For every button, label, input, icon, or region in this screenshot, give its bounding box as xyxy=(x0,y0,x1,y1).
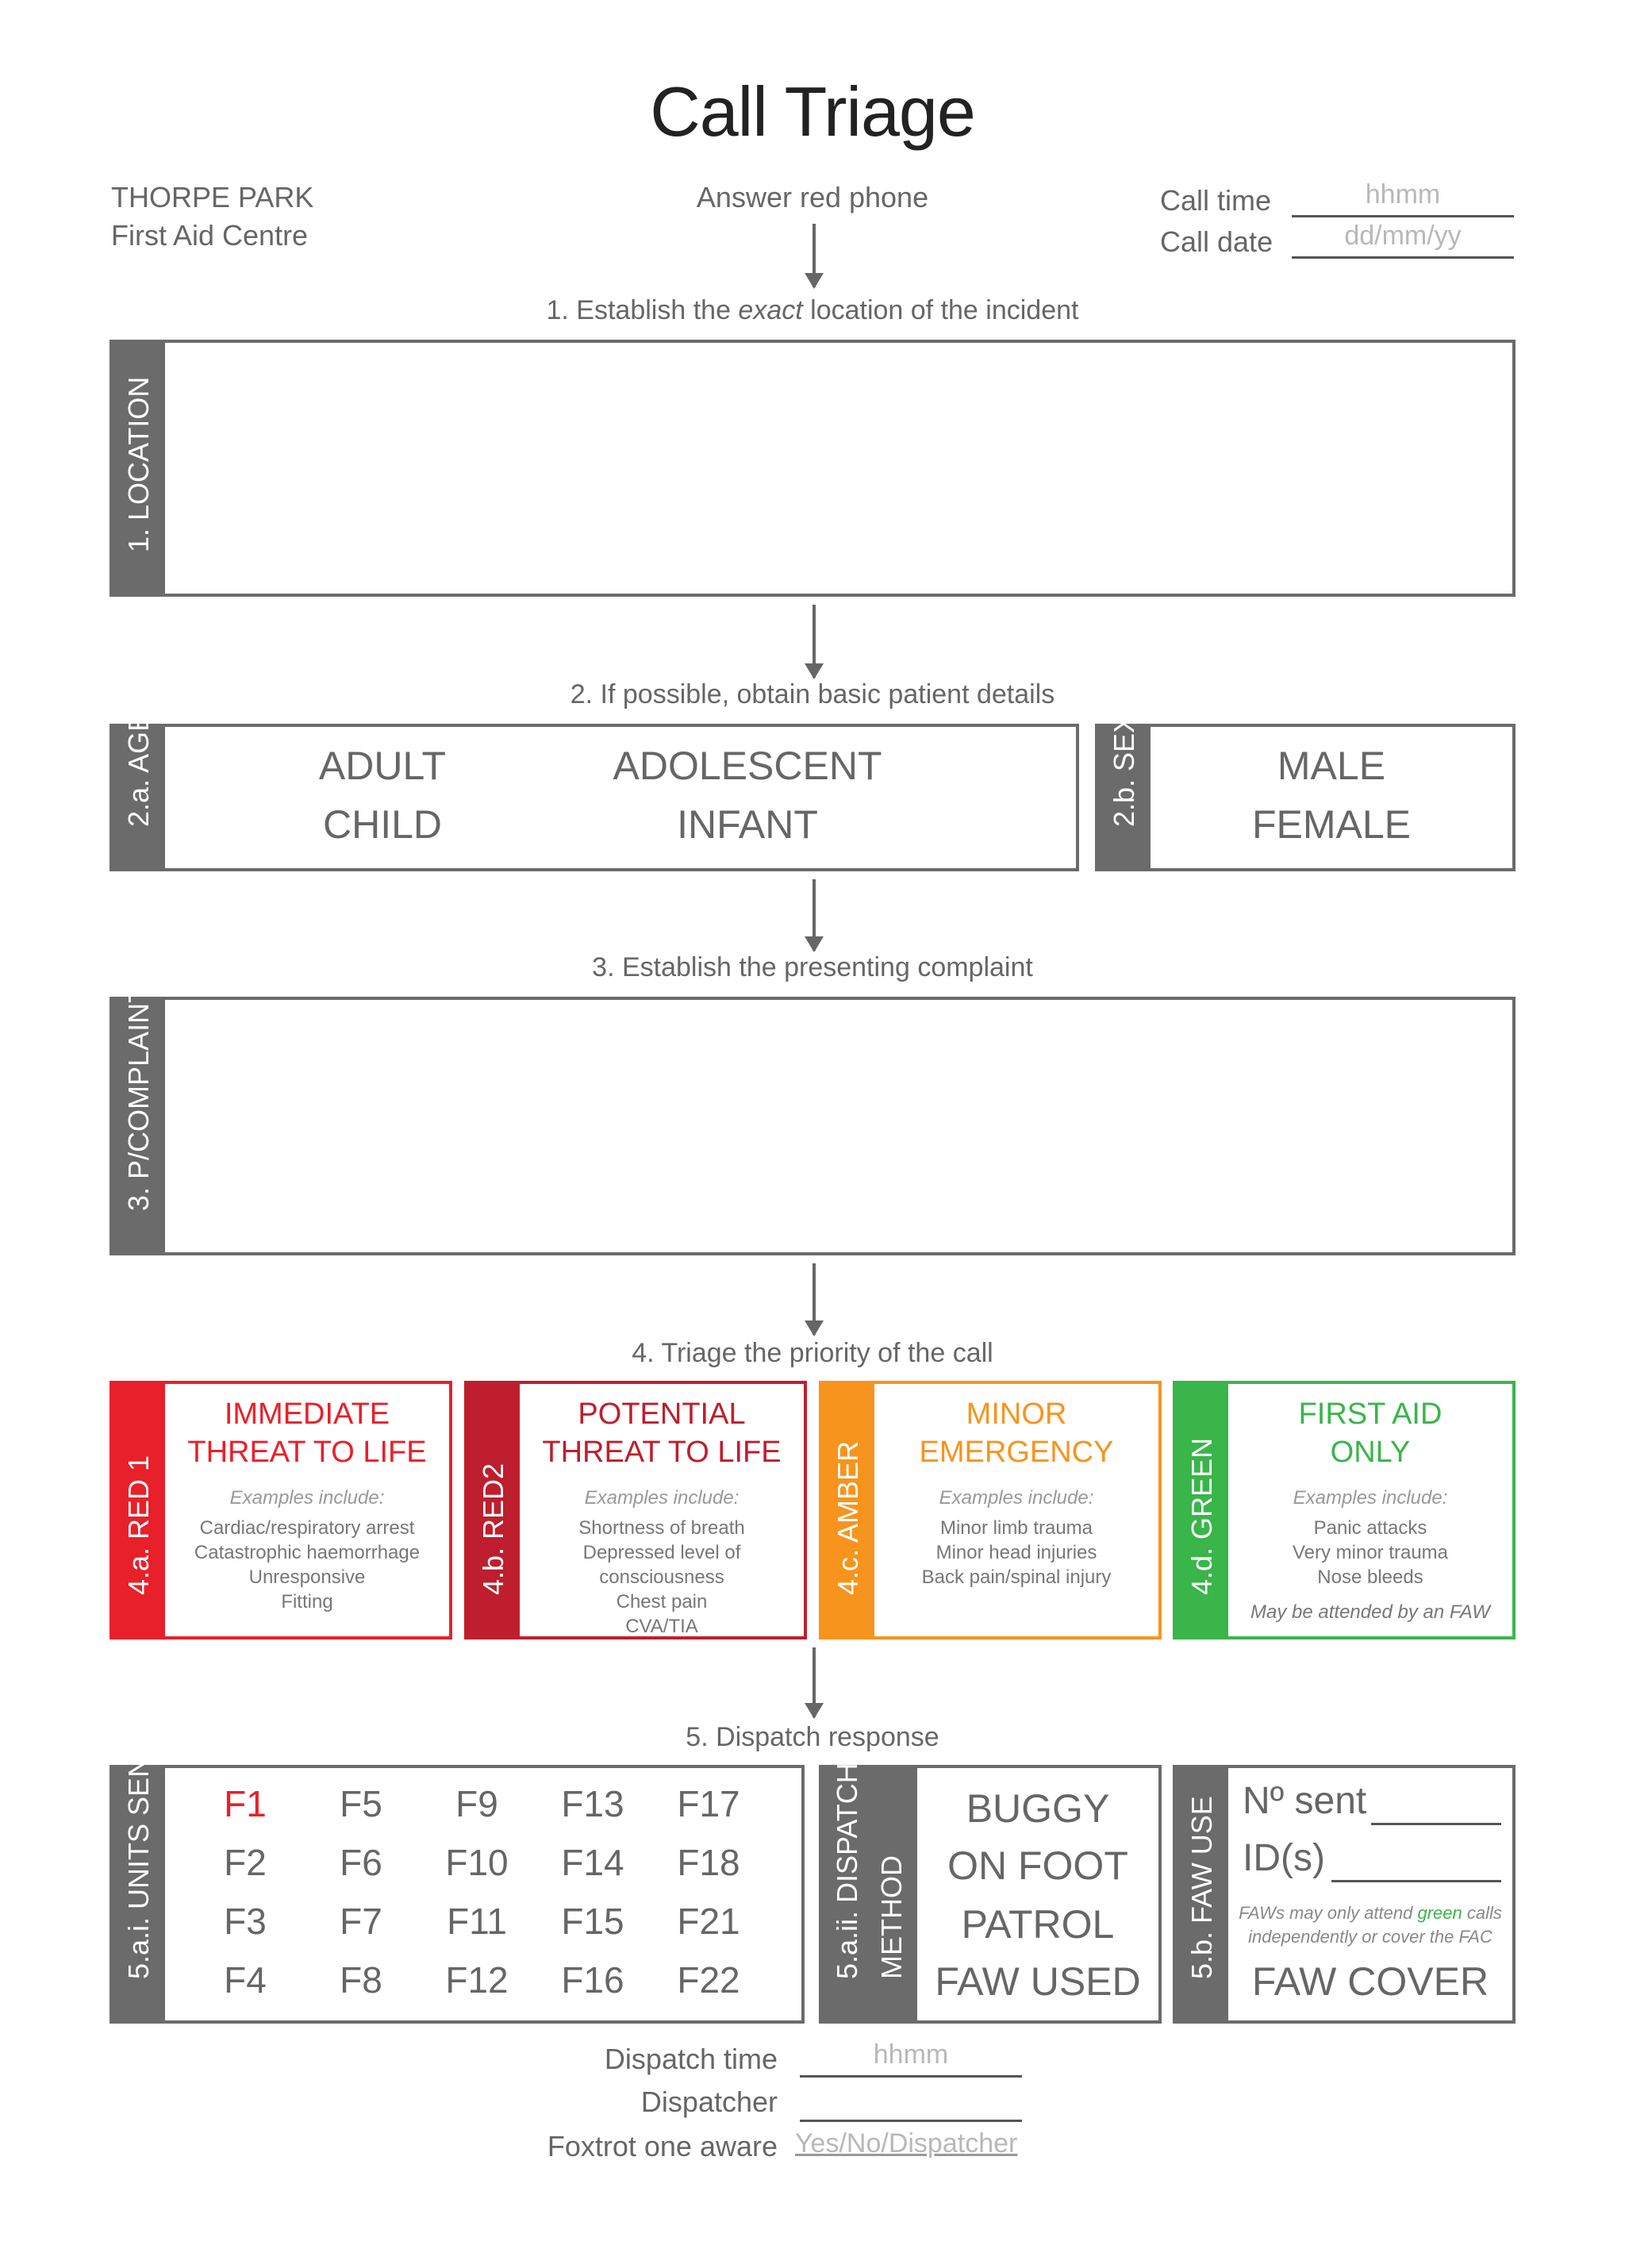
triage-red1-box[interactable] xyxy=(109,1381,452,1639)
unit-f3[interactable]: F3 xyxy=(224,1901,267,1942)
triage-green-examples-label: Examples include: xyxy=(1293,1487,1448,1509)
flow-arrow-icon xyxy=(812,1647,816,1717)
unit-f22[interactable]: F22 xyxy=(677,1959,740,2001)
list-item: Unresponsive xyxy=(248,1566,366,1588)
location-box[interactable] xyxy=(109,340,1516,597)
method-option-on-foot[interactable]: ON FOOT xyxy=(947,1843,1128,1888)
faw-sent-field[interactable] xyxy=(1371,1789,1501,1825)
list-item: Back pain/spinal injury xyxy=(921,1566,1112,1588)
org-subname: First Aid Centre xyxy=(111,219,309,252)
faw-cover-option[interactable]: FAW COVER xyxy=(1251,1959,1489,2004)
triage-red2-label: 4.b. RED2 xyxy=(477,1463,509,1595)
sex-box xyxy=(1095,713,1516,871)
unit-f17[interactable]: F17 xyxy=(677,1783,740,1824)
list-item: Catastrophic haemorrhage xyxy=(194,1542,421,1563)
triage-red2-heading-line1: POTENTIAL xyxy=(578,1397,746,1431)
unit-f6[interactable]: F6 xyxy=(340,1842,382,1883)
triage-amber-examples-label: Examples include: xyxy=(939,1487,1094,1509)
unit-f1[interactable]: F1 xyxy=(224,1783,267,1824)
step1-suffix: location of the incident xyxy=(802,295,1079,325)
triage-green-heading-line1: FIRST AID xyxy=(1298,1397,1443,1431)
triage-green-box[interactable] xyxy=(1173,1381,1516,1639)
step1-instruction xyxy=(0,295,1625,326)
triage-red1-examples xyxy=(165,1516,449,1614)
faw-use-box xyxy=(1173,1765,1516,2024)
call-date-placeholder: dd/mm/yy xyxy=(1344,221,1462,251)
call-date-field[interactable] xyxy=(1292,217,1514,259)
unit-f2[interactable]: F2 xyxy=(224,1842,267,1883)
list-item: Panic attacks xyxy=(1313,1517,1427,1539)
call-time-field[interactable] xyxy=(1292,176,1514,217)
method-option-buggy[interactable]: BUGGY xyxy=(966,1786,1110,1831)
age-option-adult[interactable]: ADULT xyxy=(318,744,447,788)
faw-ids-label: ID(s) xyxy=(1243,1837,1325,1879)
list-item: Depressed level of consciousness xyxy=(582,1542,741,1588)
triage-green-note: May be attended by an FAW xyxy=(1250,1601,1490,1623)
step5-instruction: 5. Dispatch response xyxy=(686,1722,939,1752)
triage-red2-heading-line2: THREAT TO LIFE xyxy=(542,1436,782,1469)
unit-f8[interactable]: F8 xyxy=(340,1959,382,2001)
triage-red2-box[interactable] xyxy=(464,1381,807,1639)
foxtrot-label: Foxtrot one aware xyxy=(547,2130,778,2162)
triage-amber-heading-line2: EMERGENCY xyxy=(919,1436,1114,1469)
step2-instruction: 2. If possible, obtain basic patient details xyxy=(570,679,1055,709)
age-option-infant[interactable]: INFANT xyxy=(677,802,818,847)
flow-arrow-icon xyxy=(812,879,816,951)
call-time-placeholder: hhmm xyxy=(1365,179,1441,210)
flow-arrow-icon xyxy=(812,224,816,287)
unit-f11[interactable]: F11 xyxy=(447,1901,507,1942)
unit-f10[interactable]: F10 xyxy=(445,1842,509,1883)
dispatch-method-label-line2: METHOD xyxy=(875,1855,908,1979)
unit-f15[interactable]: F15 xyxy=(561,1901,624,1942)
step3-instruction: 3. Establish the presenting complaint xyxy=(592,952,1033,982)
dispatcher-field[interactable] xyxy=(800,2082,1022,2122)
triage-red1-heading-line2: THREAT TO LIFE xyxy=(187,1436,427,1469)
step1-prefix: 1. Establish the xyxy=(546,295,739,325)
triage-amber-label: 4.c. AMBER xyxy=(832,1440,864,1595)
unit-f4[interactable]: F4 xyxy=(224,1959,267,2001)
faw-note-pre: FAWs may only attend xyxy=(1239,1903,1418,1923)
triage-red1-examples-label: Examples include: xyxy=(229,1487,385,1509)
triage-amber-examples xyxy=(874,1516,1158,1590)
triage-green-heading-line2: ONLY xyxy=(1330,1436,1411,1469)
foxtrot-options[interactable]: Yes/No/Dispatcher xyxy=(795,2128,1018,2158)
call-time-label: Call time xyxy=(1160,184,1272,217)
dispatch-time-label: Dispatch time xyxy=(604,2043,778,2075)
unit-f16[interactable]: F16 xyxy=(561,1959,624,2001)
step4-instruction: 4. Triage the priority of the call xyxy=(632,1338,993,1368)
faw-note xyxy=(1228,1901,1512,1949)
list-item: Shortness of breath xyxy=(578,1517,745,1539)
list-item: Very minor trauma xyxy=(1292,1542,1449,1563)
triage-red1-heading-line1: IMMEDIATE xyxy=(224,1397,390,1431)
age-label: 2.a. AGE xyxy=(122,712,155,827)
answer-phone-instruction: Answer red phone xyxy=(696,181,929,213)
triage-red2-examples xyxy=(520,1516,804,1639)
list-item: CVA/TIA xyxy=(625,1616,698,1637)
list-item: Minor head injuries xyxy=(935,1542,1097,1563)
dispatcher-label: Dispatcher xyxy=(640,2085,778,2118)
age-option-adolescent[interactable]: ADOLESCENT xyxy=(613,744,882,788)
triage-green-heading xyxy=(1228,1395,1512,1471)
units-sent-box xyxy=(109,1739,805,2024)
flow-arrow-icon xyxy=(812,605,816,678)
triage-green-label: 4.d. GREEN xyxy=(1185,1437,1218,1595)
unit-f7[interactable]: F7 xyxy=(340,1901,382,1942)
sex-option-female[interactable]: FEMALE xyxy=(1251,802,1412,847)
method-option-faw-used[interactable]: FAW USED xyxy=(935,1959,1141,2004)
age-box xyxy=(109,712,1079,871)
triage-red2-heading xyxy=(520,1395,804,1471)
list-item: Cardiac/respiratory arrest xyxy=(199,1517,415,1539)
faw-note-line2: independently or cover the FAC xyxy=(1248,1927,1492,1947)
triage-red1-heading xyxy=(165,1395,449,1471)
unit-f5[interactable]: F5 xyxy=(340,1783,382,1824)
triage-amber-heading xyxy=(874,1395,1158,1471)
faw-use-label: 5.b. FAW USE xyxy=(1185,1796,1218,1979)
org-name: THORPE PARK xyxy=(111,181,314,213)
triage-amber-heading-line1: MINOR xyxy=(966,1397,1067,1431)
faw-note-post: calls xyxy=(1462,1903,1502,1923)
unit-f18[interactable]: F18 xyxy=(677,1842,740,1883)
list-item: Fitting xyxy=(281,1591,333,1613)
faw-ids-field[interactable] xyxy=(1331,1846,1501,1882)
unit-f21[interactable]: F21 xyxy=(677,1901,740,1942)
complaint-box[interactable] xyxy=(109,985,1516,1255)
flow-arrow-icon xyxy=(812,1263,816,1335)
faw-note-green: green xyxy=(1417,1903,1462,1923)
dispatch-time-field[interactable] xyxy=(800,2038,1022,2078)
units-sent-label: 5.a.i. UNITS SENT xyxy=(122,1739,155,1979)
dispatch-time-placeholder: hhmm xyxy=(873,2039,949,2070)
method-option-patrol[interactable]: PATROL xyxy=(961,1902,1115,1947)
unit-f9[interactable]: F9 xyxy=(455,1783,498,1824)
list-item: Minor limb trauma xyxy=(939,1517,1093,1539)
call-date-label: Call date xyxy=(1160,225,1273,258)
triage-red2-examples-label: Examples include: xyxy=(584,1487,740,1509)
dispatch-method-label-line1: 5.a.ii. DISPATCH xyxy=(831,1763,863,1979)
location-label: 1. LOCATION xyxy=(122,376,155,552)
list-item: Nose bleeds xyxy=(1317,1566,1423,1588)
sex-option-male[interactable]: MALE xyxy=(1277,744,1386,788)
unit-f12[interactable]: F12 xyxy=(445,1959,509,2001)
faw-sent-label: Nº sent xyxy=(1243,1780,1367,1822)
unit-f14[interactable]: F14 xyxy=(561,1842,624,1883)
dispatch-method-box xyxy=(819,1765,1162,2024)
page-title: Call Triage xyxy=(650,72,975,151)
triage-amber-box[interactable] xyxy=(819,1381,1162,1639)
complaint-label: 3. P/COMPLAINT xyxy=(122,985,155,1211)
triage-red1-label: 4.a. RED 1 xyxy=(122,1455,155,1595)
triage-green-examples xyxy=(1228,1516,1512,1590)
age-option-child[interactable]: CHILD xyxy=(322,802,443,847)
sex-label: 2.b. SEX xyxy=(1108,713,1140,827)
unit-f13[interactable]: F13 xyxy=(561,1783,624,1824)
step1-emphasis: exact xyxy=(738,295,803,325)
list-item: Chest pain xyxy=(616,1591,708,1613)
